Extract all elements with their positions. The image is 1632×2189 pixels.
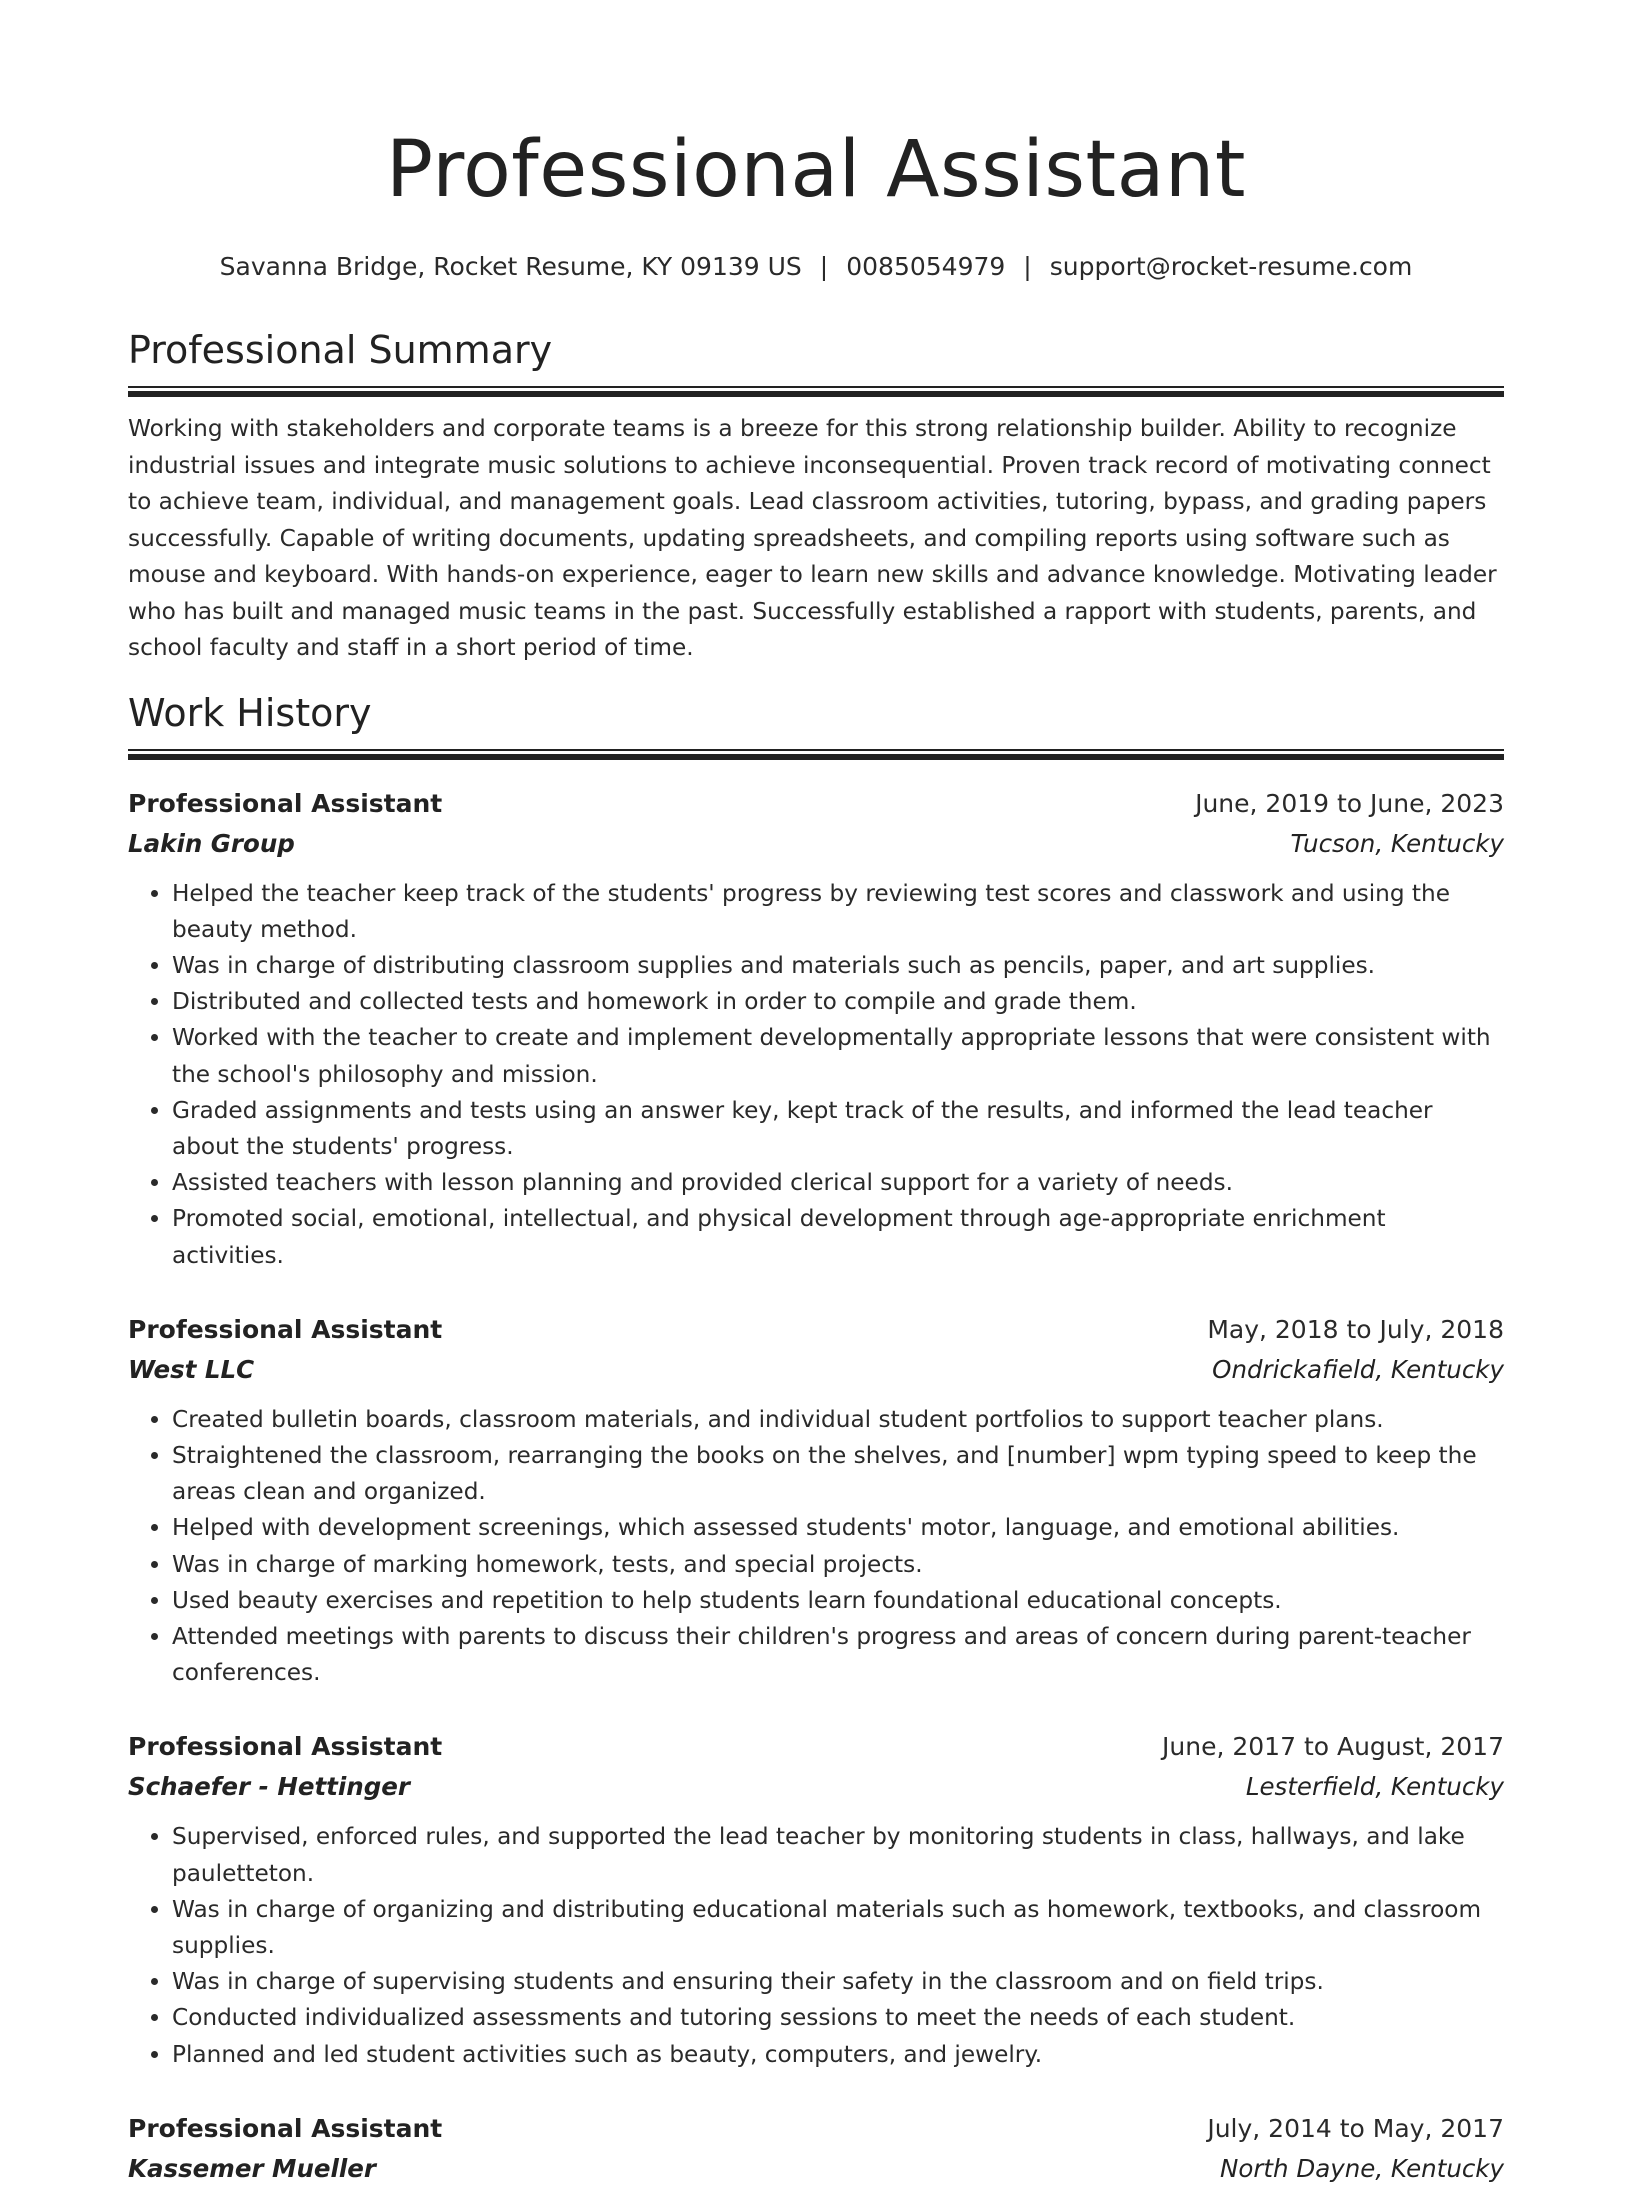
job-entry [128, 1727, 1504, 2072]
job-company: Lakin Group [128, 828, 295, 858]
job-bullet: • Helped the teacher keep track of the students' progress by reviewing test scores and classwork and using the beauty method. [172, 876, 1504, 948]
job-location: Ondrickafield, Kentucky [1212, 1354, 1504, 1384]
job-bullet: • Worked with the teacher to create and implement developmentally appropriate lessons that were consistent with the school's philosophy and mission. [172, 1020, 1504, 1092]
job-company-row [128, 2149, 1504, 2189]
contact-separator: | [1023, 252, 1032, 281]
job-bullet: • Created bulletin boards, classroom materials, and individual student portfolios to support teacher plans. [172, 1402, 1504, 1438]
address: Savanna Bridge, Rocket Resume, KY 09139 US [219, 252, 802, 281]
job-location: North Dayne, Kentucky [1220, 2153, 1504, 2183]
email-link[interactable]: support@rocket-resume.com [1049, 252, 1413, 281]
job-bullet: • Was in charge of supervising students and ensuring their safety in the classroom and on field trips. [172, 1964, 1504, 2000]
work-history-section [128, 689, 1504, 2189]
job-company-row [128, 824, 1504, 864]
candidate-name: Professional Assistant [386, 125, 1246, 215]
summary-title: Professional Summary [128, 328, 553, 372]
job-bullet: • Promoted social, emotional, intellectual, and physical development through age-appropriate enrichment activities. [172, 1201, 1504, 1273]
job-bullet: • Was in charge of distributing classroom supplies and materials such as pencils, paper, and art supplies. [172, 948, 1504, 984]
job-bullet: • Planned and led student activities such as beauty, computers, and jewelry. [172, 2037, 1504, 2073]
summary-section [128, 326, 1504, 667]
job-entry [128, 784, 1504, 1274]
contact-separator: | [819, 252, 829, 281]
job-dates: July, 2014 to May, 2017 [1207, 2113, 1504, 2143]
job-bullet-list [128, 1819, 1504, 2072]
job-bullet: • Was in charge of organizing and distributing educational materials such as homework, textbooks, and classroom supplies. [172, 1892, 1504, 1964]
job-bullet-list [128, 876, 1504, 1274]
job-bullet: • Straightened the classroom, rearranging the books on the shelves, and [number] wpm typing speed to keep the areas clean and organized. [172, 1438, 1504, 1510]
job-header-row [128, 1310, 1504, 1350]
job-title: Professional Assistant [128, 788, 443, 818]
job-bullet: • Used beauty exercises and repetition to help students learn foundational educational concepts. [172, 1583, 1504, 1619]
job-bullet: • Helped with development screenings, which assessed students' motor, language, and emotional abilities. [172, 1510, 1504, 1546]
job-list [128, 784, 1504, 2189]
job-bullet: • Conducted individualized assessments and tutoring sessions to meet the needs of each student. [172, 2000, 1504, 2036]
job-title: Professional Assistant [128, 1314, 443, 1344]
job-bullet: • Distributed and collected tests and homework in order to compile and grade them. [172, 984, 1504, 1020]
job-company-row [128, 1767, 1504, 1807]
summary-text: Working with stakeholders and corporate teams is a breeze for this strong relationship builder. Ability to recognize industrial issues and integrate music solutions to achieve inconsequential. Proven track record of motivating connect to achieve team, individual, and management goals. Lead classroom activities, tutoring, bypass, and grading papers successfully. Capable of writing documents, updating spreadsheets, and compiling reports using software such as mouse and keyboard. With hands-on experience, eager to learn new skills and advance knowledge. Motivating leader who has built and managed music teams in the past. Successfully established a rapport with students, parents, and school faculty and staff in a short period of time. [128, 415, 1497, 661]
job-bullet-list [128, 1402, 1504, 1692]
job-company: West LLC [128, 1354, 255, 1384]
job-company: Schaefer - Hettinger [128, 1772, 410, 1802]
job-title: Professional Assistant [128, 2113, 443, 2143]
job-location: Lesterfield, Kentucky [1245, 1772, 1504, 1802]
work-history-title: Work History [128, 690, 372, 735]
section-divider [128, 386, 1504, 397]
job-dates: May, 2018 to July, 2018 [1207, 1314, 1504, 1344]
job-header-row [128, 784, 1504, 824]
section-divider [128, 749, 1504, 760]
job-header-row [128, 1727, 1504, 1767]
job-bullet: • Assisted teachers with lesson planning and provided clerical support for a variety of needs. [172, 1165, 1504, 1201]
job-bullet: • Attended meetings with parents to discuss their children's progress and areas of concern during parent-teacher conferences. [172, 1619, 1504, 1691]
job-bullet: • Supervised, enforced rules, and supported the lead teacher by monitoring students in class, hallways, and lake pauletteton. [172, 1819, 1504, 1891]
job-title: Professional Assistant [128, 1732, 443, 1762]
job-company: Kassemer Mueller [128, 2153, 376, 2183]
job-bullet: • Was in charge of marking homework, tests, and special projects. [172, 1547, 1504, 1583]
contact-line [128, 250, 1504, 284]
job-entry [128, 1310, 1504, 1692]
resume-page [128, 0, 1504, 2189]
job-location: Tucson, Kentucky [1290, 828, 1504, 858]
job-header-row [128, 2109, 1504, 2149]
job-entry [128, 2109, 1504, 2189]
job-dates: June, 2017 to August, 2017 [1162, 1732, 1504, 1762]
job-company-row [128, 1350, 1504, 1390]
job-bullet: • Graded assignments and tests using an answer key, kept track of the results, and informed the lead teacher about the students' progress. [172, 1093, 1504, 1165]
job-dates: June, 2019 to June, 2023 [1195, 788, 1504, 818]
phone: 0085054979 [846, 252, 1006, 281]
